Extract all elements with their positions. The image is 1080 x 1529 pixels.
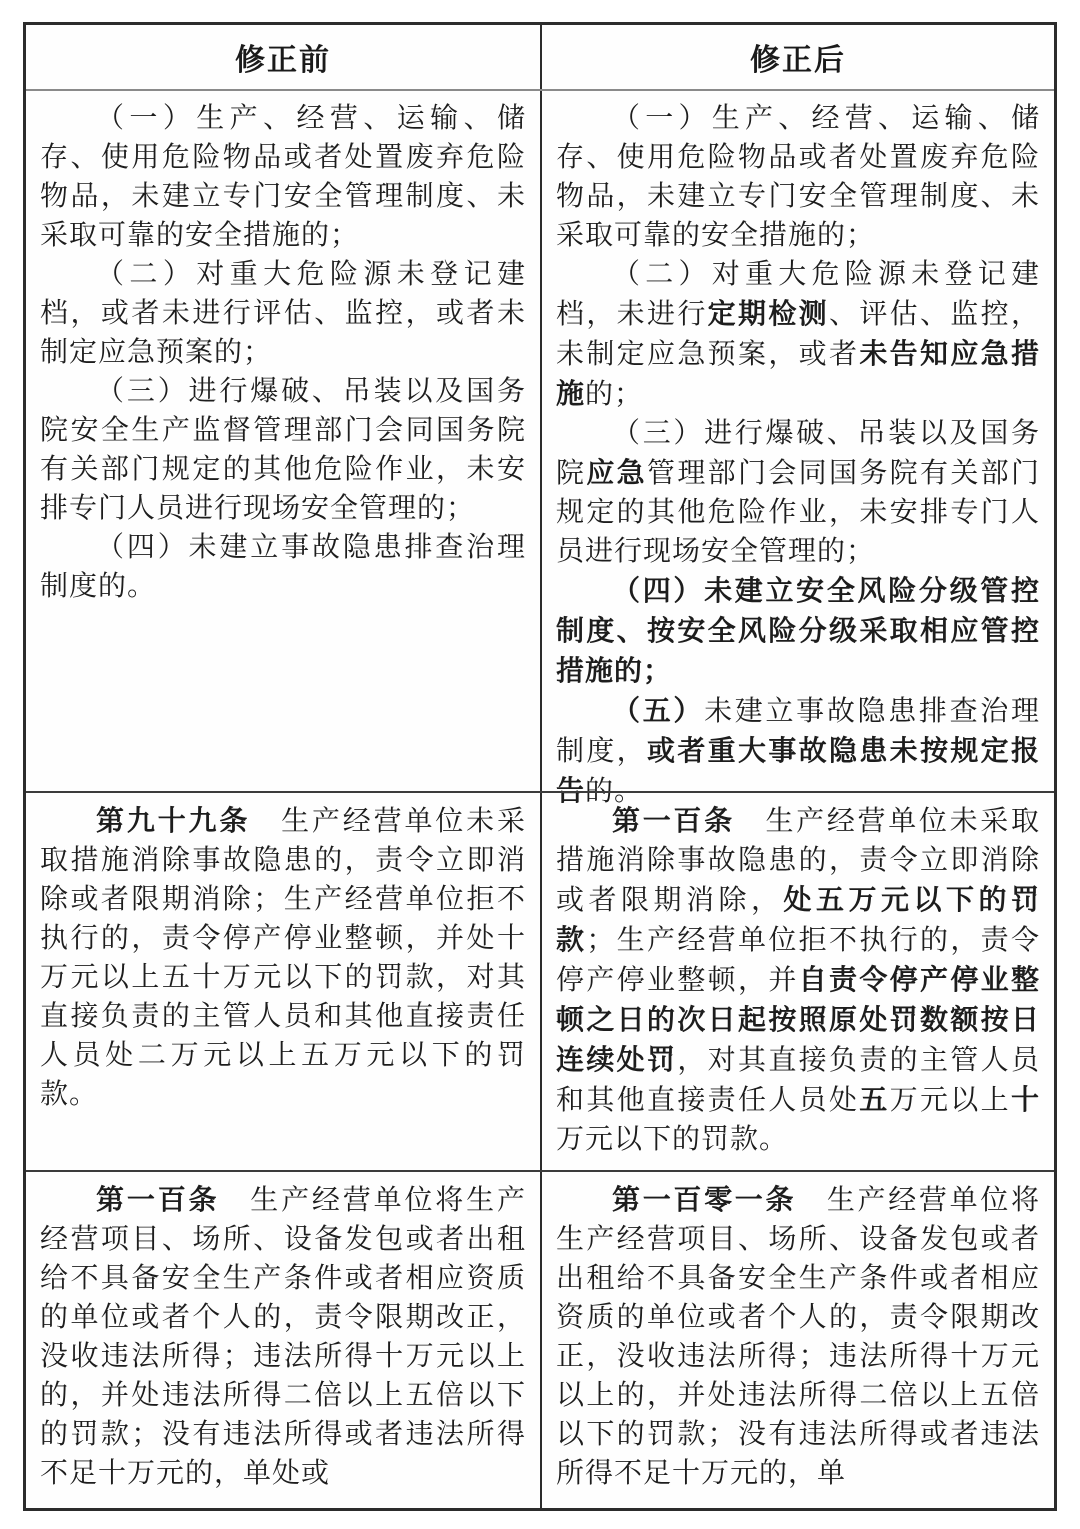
- cell-violation-items-after: [540, 91, 1054, 807]
- paragraph: [556, 571, 1040, 691]
- table-header-row: [26, 25, 1054, 91]
- text-segment: （二）对重大危险源未登记建档，未进行: [556, 259, 1040, 330]
- bold-text-segment: 第一百零一条: [612, 1184, 797, 1215]
- table-row-violation-items: [26, 91, 1054, 807]
- text-segment: 生产经营单位未采取措施消除事故隐患的，责令立即消除或者限期消除，: [556, 806, 1040, 916]
- bold-text-segment: 第一百条: [96, 1184, 220, 1215]
- text-segment: 的。: [585, 776, 644, 807]
- cell-violation-items-before: [26, 91, 540, 791]
- text-segment: 生产经营单位未采取措施消除事故隐患的，责令立即消除或者限期消除；生产经营单位拒不执行的，责令停产停业整顿，并处十万元以上五十万元以下的罚款，对其直接负责的主管人员和其他直接责任人员处二万元以上五万元以下的罚款。: [40, 806, 526, 1110]
- paragraph: [556, 99, 1040, 255]
- bold-text-segment: 或者重大事故隐患未按规定报告: [556, 735, 1040, 806]
- bold-text-segment: （五）: [612, 695, 705, 726]
- before-column-label: 修正前: [235, 44, 331, 77]
- text-segment: ；生产经营单位拒不执行的，责令停产停业整顿，并: [556, 925, 1040, 996]
- text-segment: 生产经营单位将生产经营项目、场所、设备发包或者出租给不具备安全生产条件或者相应资质的单位或者个人的，责令限期改正，没收违法所得；违法所得十万元以上的，并处违法所得二倍以上五倍以下的罚款；没有违法所得或者违法所得不足十万元的，单处或: [40, 1185, 526, 1489]
- bold-text-segment: 五: [859, 1084, 890, 1115]
- text-segment: ，对其直接负责的主管人员和其他直接责任人员处: [556, 1045, 1040, 1116]
- cell-article-101-after: [540, 1172, 1054, 1508]
- text-segment: 生产经营单位将生产经营项目、场所、设备发包或者出租给不具备安全生产条件或者相应资质的单位或者个人的，责令限期改正，没收违法所得；违法所得十万元以上的，并处违法所得二倍以上五倍以下的罚款；没有违法所得或者违法所得不足十万元的，单: [556, 1185, 1040, 1489]
- text-segment: （二）对重大危险源未登记建档，或者未进行评估、监控，或者未制定应急预案的；: [40, 259, 526, 368]
- text-segment: （一）生产、经营、运输、储存、使用危险物品或者处置废弃危险物品，未建立专门安全管理制度、未采取可靠的安全措施的；: [40, 103, 526, 251]
- text-segment: （三）进行爆破、吊装以及国务院安全生产监督管理部门会同国务院有关部门规定的其他危险作业，未安排专门人员进行现场安全管理的；: [40, 376, 526, 524]
- header-cell-before: [26, 25, 540, 89]
- text-segment: 的；: [585, 379, 644, 410]
- paragraph: [40, 255, 526, 372]
- text-segment: 未建立事故隐患排查治理制度，: [556, 696, 1040, 767]
- text-segment: （三）进行爆破、吊装以及国务院: [556, 418, 1040, 489]
- bold-text-segment: 第一百条: [612, 805, 735, 836]
- paragraph: [556, 255, 1040, 414]
- text-segment: （一）生产、经营、运输、储存、使用危险物品或者处置废弃危险物品，未建立专门安全管理制度、未采取可靠的安全措施的；: [556, 103, 1040, 251]
- table-row-article-100-vs-101: [26, 1170, 1054, 1508]
- paragraph: [40, 801, 526, 1114]
- after-column-label: 修正后: [750, 44, 846, 77]
- cell-article-99-before: [26, 793, 540, 1170]
- text-segment: （四）未建立事故隐患排查治理制度的。: [40, 532, 526, 602]
- bold-text-segment: 应急: [586, 457, 648, 488]
- paragraph: [556, 414, 1040, 571]
- bold-text-segment: 第九十九条: [96, 805, 251, 836]
- bold-text-segment: 定期检测: [707, 298, 829, 329]
- text-segment: 管理部门会同国务院有关部门规定的其他危险作业，未安排专门人员进行现场安全管理的；: [556, 458, 1040, 567]
- amendment-comparison-table: [23, 22, 1057, 1511]
- bold-text-segment: 未告知应急措施: [556, 338, 1040, 409]
- text-segment: 万元以下的罚款。: [556, 1124, 789, 1155]
- table-row-article-99-vs-100: [26, 791, 1054, 1170]
- paragraph: [40, 528, 526, 606]
- paragraph: [40, 372, 526, 528]
- cell-article-100-after: [540, 793, 1054, 1170]
- paragraph: [40, 1180, 526, 1493]
- bold-text-segment: 十: [1010, 1084, 1040, 1115]
- paragraph: [556, 801, 1040, 1159]
- bold-text-segment: （四）未建立安全风险分级管控制度、按安全风险分级采取相应管控措施的；: [556, 575, 1040, 686]
- paragraph: [556, 1180, 1040, 1493]
- text-segment: 万元以上: [889, 1085, 1011, 1116]
- bold-text-segment: 处五万元以下的罚款: [556, 884, 1040, 955]
- bold-text-segment: 自责令停产停业整顿之日的次日起按照原处罚数额按日连续处罚: [556, 964, 1040, 1075]
- text-segment: 、评估、监控，未制定应急预案，或者: [556, 299, 1040, 370]
- cell-article-100-before: [26, 1172, 540, 1508]
- paragraph: [40, 99, 526, 255]
- header-cell-after: [540, 25, 1054, 89]
